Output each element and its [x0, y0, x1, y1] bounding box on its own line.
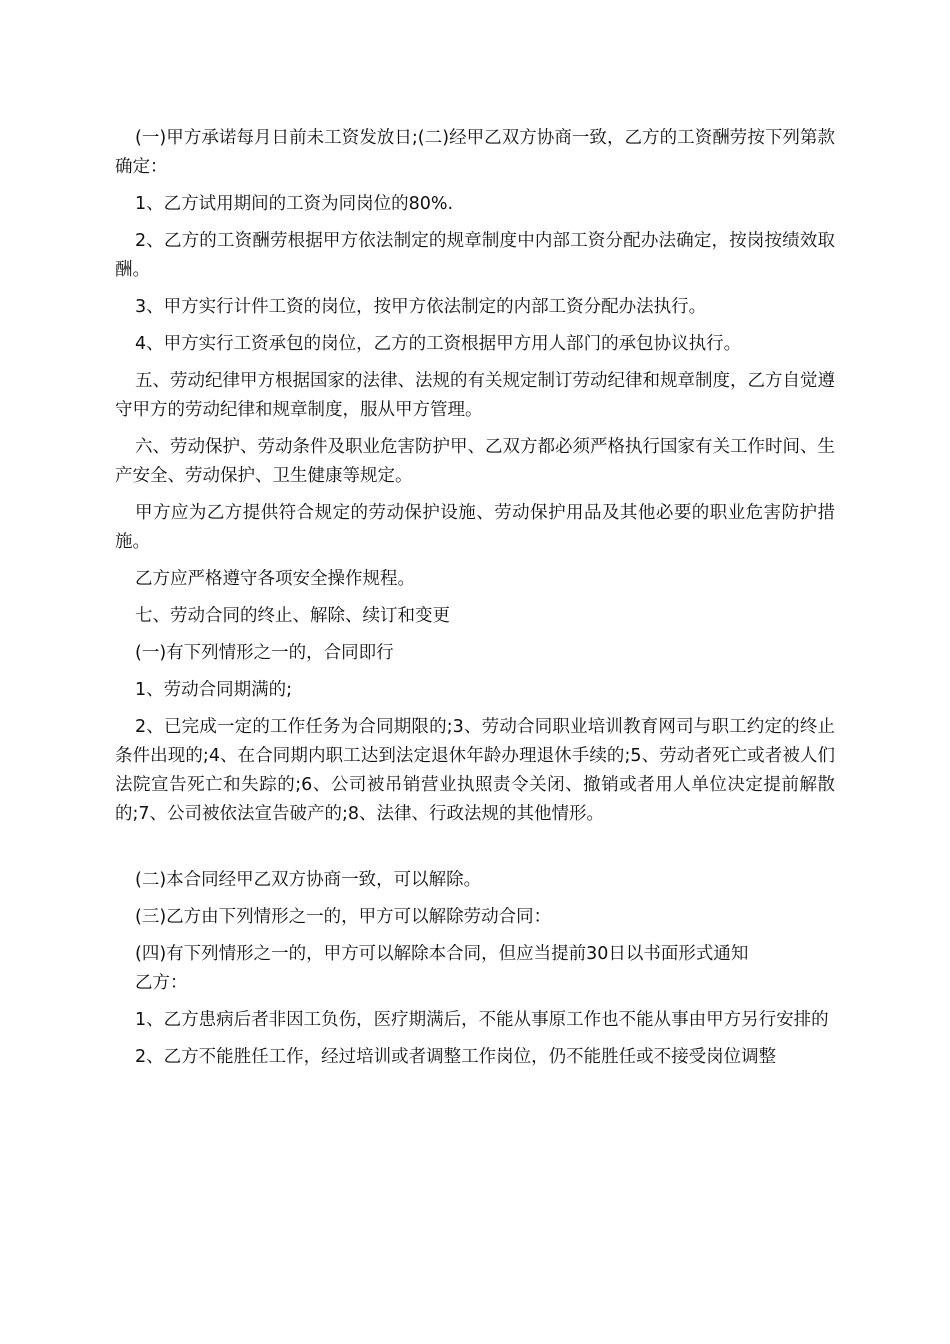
paragraph-salary-distribution: 2、乙方的工资酬劳根据甲方依法制定的规章制度中内部工资分配办法确定，按岗按绩效取酬。: [115, 231, 835, 280]
document-body: [115, 124, 835, 1080]
paragraph-termination-cases: (一)有下列情形之一的，合同即行: [135, 643, 394, 663]
paragraph-notice-dissolution: (四)有下列情形之一的，甲方可以解除本合同，但应当提前30日以书面形式通知: [135, 944, 749, 964]
paragraph-incompetence-case: 2、乙方不能胜任工作，经过培训或者调整工作岗位，仍不能胜任或不接受岗位调整: [135, 1047, 777, 1067]
paragraph-protection-measures: 甲方应为乙方提供符合规定的劳动保护设施、劳动保护用品及其他必要的职业危害防护措施。: [115, 503, 835, 552]
paragraph-safety-rules: 乙方应严格遵守各项安全操作规程。: [135, 569, 415, 589]
paragraph-labor-protection: 六、劳动保护、劳动条件及职业危害防护甲、乙双方都必须严格执行国家有关工作时间、生产安全、劳动保护、卫生健康等规定。: [115, 437, 835, 486]
paragraph-contract-salary: 4、甲方实行工资承包的岗位，乙方的工资根据甲方用人部门的承包协议执行。: [135, 334, 742, 354]
paragraph-mutual-dissolution: (二)本合同经甲乙双方协商一致，可以解除。: [135, 870, 482, 890]
paragraph-contract-expired: 1、劳动合同期满的;: [135, 680, 293, 700]
paragraph-piecework: 3、甲方实行计件工资的岗位，按甲方依法制定的内部工资分配办法执行。: [135, 297, 707, 317]
paragraph-labor-discipline: 五、劳动纪律甲方根据国家的法律、法规的有关规定制订劳动纪律和规章制度，乙方自觉遵守甲方的劳动纪律和规章制度，服从甲方管理。: [115, 371, 835, 420]
paragraph-termination-list: 2、已完成一定的工作任务为合同期限的;3、劳动合同职业培训教育网司与职工约定的终止条件出现的;4、在合同期内职工达到法定退休年龄办理退休手续的;5、劳动者死亡或者被人们法院宣告死亡和失踪的;6、公司被吊销营业执照责令关闭、撤销或者用人单位决定提前解散的;7、公司被依法宣告破产的;8、法律、行政法规的其他情形。: [115, 717, 835, 824]
paragraph-probation-salary: 1、乙方试用期间的工资为同岗位的80%.: [135, 194, 454, 214]
section-heading-termination: 七、劳动合同的终止、解除、续订和变更: [135, 606, 450, 626]
paragraph-party-b: 乙方：: [135, 973, 188, 993]
paragraph-employer-dissolution: (三)乙方由下列情形之一的，甲方可以解除劳动合同：: [135, 907, 552, 927]
paragraph-illness-case: 1、乙方患病后者非因工负伤，医疗期满后，不能从事原工作也不能从事由甲方另行安排的: [135, 1010, 829, 1030]
paragraph-salary-terms: (一)甲方承诺每月日前未工资发放日;(二)经甲乙双方协商一致，乙方的工资酬劳按下列第款确定：: [115, 128, 835, 177]
